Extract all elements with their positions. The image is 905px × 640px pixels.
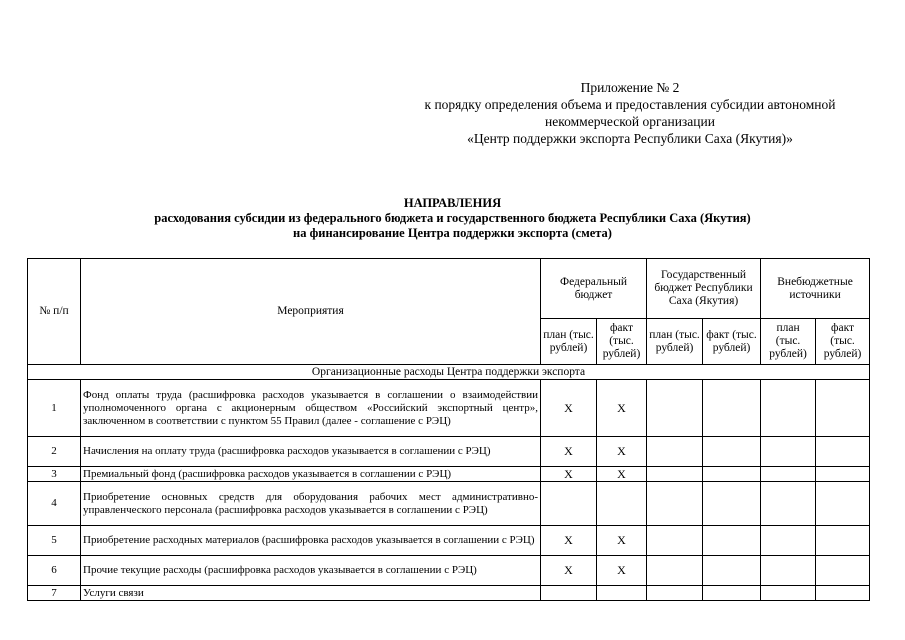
row-activity: Прочие текущие расходы (расшифровка расходов указывается в соглашении с РЭЦ): [81, 556, 541, 586]
table-row: [28, 556, 870, 586]
state-plan-cell: [647, 526, 703, 556]
section-title: Организационные расходы Центра поддержки экспорта: [28, 365, 870, 380]
header-row-top: [28, 259, 870, 319]
federal-fact-cell: X: [597, 380, 647, 437]
title-main: НАПРАВЛЕНИЯ: [403, 196, 502, 210]
header-state-fact: факт (тыс. рублей): [703, 319, 761, 365]
extra-plan-cell: [761, 380, 816, 437]
row-number: 5: [28, 526, 81, 556]
extra-fact-cell: [816, 526, 870, 556]
federal-plan-cell: X: [541, 380, 597, 437]
header-extra-fact: факт (тыс. рублей): [816, 319, 870, 365]
federal-fact-cell: [597, 586, 647, 601]
federal-fact-cell: X: [597, 556, 647, 586]
federal-plan-cell: X: [541, 467, 597, 482]
extra-fact-cell: [816, 482, 870, 526]
federal-plan-cell: X: [541, 526, 597, 556]
federal-fact-cell: X: [597, 526, 647, 556]
extra-fact-cell: [816, 586, 870, 601]
header-state-plan: план (тыс. рублей): [647, 319, 703, 365]
header-federal: Федеральный бюджет: [541, 259, 647, 319]
row-activity: Услуги связи: [81, 586, 541, 601]
row-number: 6: [28, 556, 81, 586]
title-subtitle: расходования субсидии из федерального бюджета и государственного бюджета Республики Саха (Якутия): [154, 211, 751, 225]
state-fact-cell: [703, 467, 761, 482]
row-number: 4: [28, 482, 81, 526]
table-row: [28, 380, 870, 437]
federal-plan-cell: [541, 482, 597, 526]
state-fact-cell: [703, 526, 761, 556]
appendix-number: Приложение № 2: [580, 80, 680, 95]
extra-plan-cell: [761, 437, 816, 467]
header-state: Государственный бюджет Республики Саха (Якутия): [647, 259, 761, 319]
appendix-center-name: «Центр поддержки экспорта Республики Саха (Якутия)»: [467, 131, 793, 146]
row-activity: Начисления на оплату труда (расшифровка расходов указывается в соглашении с РЭЦ): [81, 437, 541, 467]
header-federal-plan: план (тыс. рублей): [541, 319, 597, 365]
federal-fact-cell: X: [597, 467, 647, 482]
state-plan-cell: [647, 467, 703, 482]
table-row: [28, 586, 870, 601]
row-activity: Приобретение расходных материалов (расшифровка расходов указывается в соглашении с РЭЦ): [81, 526, 541, 556]
table-row: [28, 482, 870, 526]
state-fact-cell: [703, 437, 761, 467]
extra-plan-cell: [761, 482, 816, 526]
state-plan-cell: [647, 380, 703, 437]
row-activity: Фонд оплаты труда (расшифровка расходов указывается в соглашении о взаимодействии уполномоченного органа с акционерным обществом «Российский экспортный центр», заключенном в соответствии с пунктом 55 Правил (далее - соглашение с РЭЦ): [81, 380, 541, 437]
state-fact-cell: [703, 380, 761, 437]
row-number: 3: [28, 467, 81, 482]
row-activity: Приобретение основных средств для оборудования рабочих мест административно-управленческого персонала (расшифровка расходов указывается в соглашении с РЭЦ): [81, 482, 541, 526]
state-plan-cell: [647, 437, 703, 467]
federal-fact-cell: [597, 482, 647, 526]
federal-fact-cell: X: [597, 437, 647, 467]
budget-table: [27, 258, 870, 601]
header-activity: Мероприятия: [81, 259, 541, 365]
extra-plan-cell: [761, 586, 816, 601]
state-fact-cell: [703, 586, 761, 601]
appendix-header: [360, 79, 900, 147]
table-row: [28, 467, 870, 482]
federal-plan-cell: X: [541, 437, 597, 467]
row-number: 1: [28, 380, 81, 437]
appendix-organization: некоммерческой организации: [545, 114, 715, 129]
state-fact-cell: [703, 482, 761, 526]
state-plan-cell: [647, 556, 703, 586]
title-subtitle-2: на финансирование Центра поддержки экспорта (смета): [293, 226, 612, 240]
header-extra: Внебюджетные источники: [761, 259, 870, 319]
section-row: [28, 365, 870, 380]
document-title: [0, 196, 905, 241]
extra-fact-cell: [816, 467, 870, 482]
row-activity: Премиальный фонд (расшифровка расходов указывается в соглашении с РЭЦ): [81, 467, 541, 482]
header-extra-plan: план (тыс. рублей): [761, 319, 816, 365]
table-row: [28, 526, 870, 556]
header-federal-fact: факт (тыс. рублей): [597, 319, 647, 365]
row-number: 7: [28, 586, 81, 601]
table-row: [28, 437, 870, 467]
header-num: № п/п: [28, 259, 81, 365]
row-number: 2: [28, 437, 81, 467]
state-fact-cell: [703, 556, 761, 586]
federal-plan-cell: X: [541, 556, 597, 586]
extra-plan-cell: [761, 467, 816, 482]
federal-plan-cell: [541, 586, 597, 601]
extra-fact-cell: [816, 380, 870, 437]
state-plan-cell: [647, 586, 703, 601]
state-plan-cell: [647, 482, 703, 526]
appendix-reference: к порядку определения объема и предоставления субсидии автономной: [424, 97, 836, 112]
extra-fact-cell: [816, 556, 870, 586]
extra-plan-cell: [761, 556, 816, 586]
extra-fact-cell: [816, 437, 870, 467]
extra-plan-cell: [761, 526, 816, 556]
